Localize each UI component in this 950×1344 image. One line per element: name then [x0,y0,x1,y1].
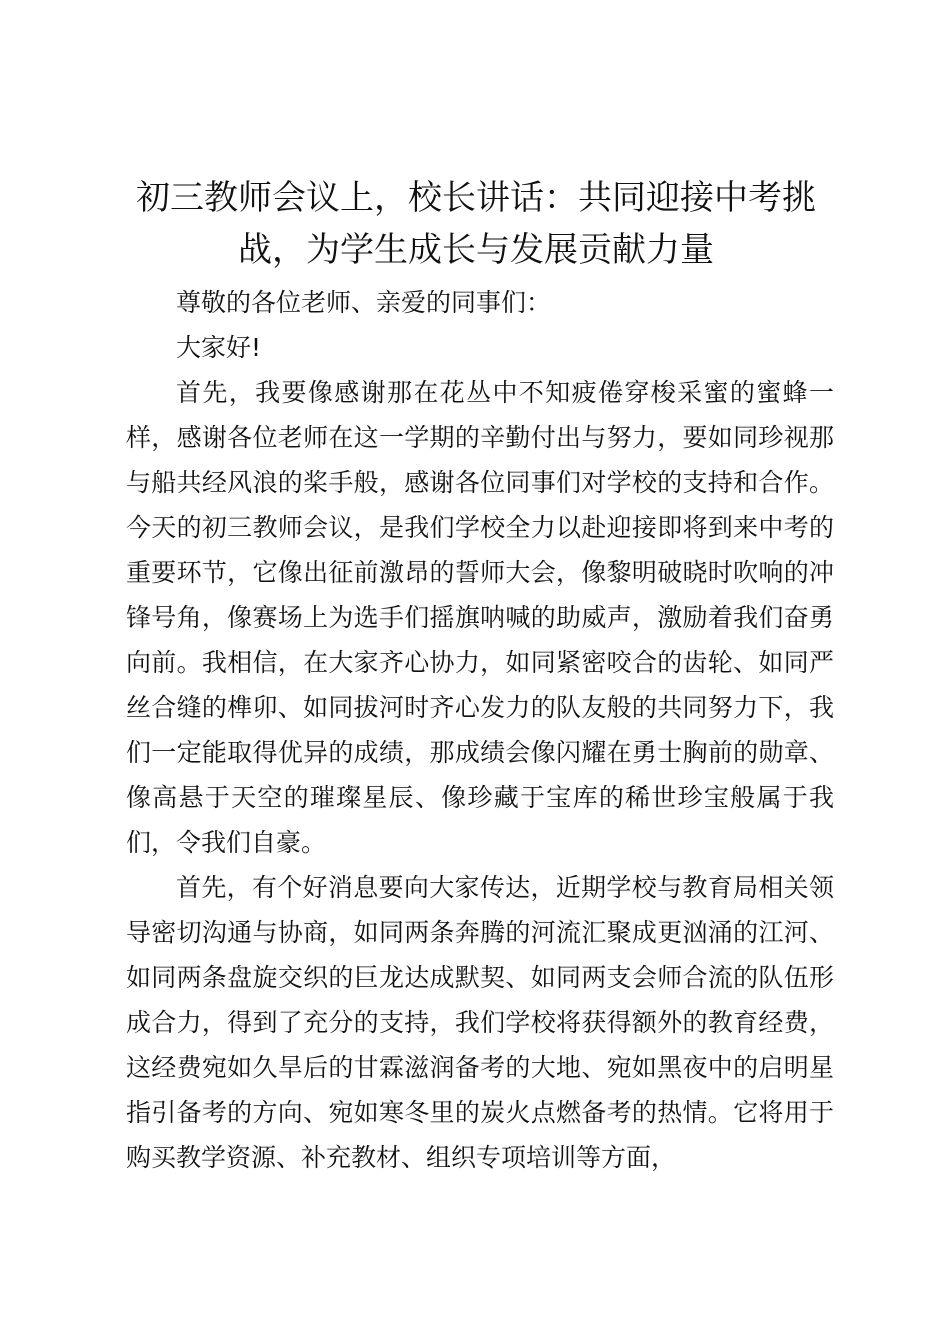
salutation-paragraph: 尊敬的各位老师、亲爱的同事们： [176,288,552,317]
greeting-paragraph: 大家好! [176,333,262,362]
body-paragraph: 首先，有个好消息要向大家传达，近期学校与教育局相关领导密切沟通与协商，如同两条奔腾的河流汇聚成更汹涌的江河、如同两条盘旋交织的巨龙达成默契、如同两支会师合流的队伍形成合力，得到了充分的支持，我们学校将获得额外的教育经费，这经费宛如久旱后的甘霖滋润备考的大地、宛如黑夜中的启明星指引备考的方向、宛如寒冬里的炭火点燃备考的热情。它将用于购买教学资源、补充教材、组织专项培训等方面， [126,873,834,1172]
document-title: 初三教师会议上，校长讲话：共同迎接中考挑战，为学生成长与发展贡献力量 [136,178,816,270]
body-paragraph: 首先，我要像感谢那在花丛中不知疲倦穿梭采蜜的蜜蜂一样，感谢各位老师在这一学期的辛勤付出与努力，要如同珍视那与船共经风浪的桨手般，感谢各位同事们对学校的支持和合作。今天的初三教师会议，是我们学校全力以赴迎接即将到来中考的重要环节，它像出征前激昂的誓师大会，像黎明破晓时吹响的冲锋号角，像赛场上为选手们摇旗呐喊的助威声，激励着我们奋勇向前。我相信，在大家齐心协力，如同紧密咬合的齿轮、如同严丝合缝的榫卯、如同拔河时齐心发力的队友般的共同努力下，我们一定能取得优异的成绩，那成绩会像闪耀在勇士胸前的勋章、像高悬于天空的璀璨星辰、像珍藏于宝库的稀世珍宝般属于我们，令我们自豪。 [126,378,834,857]
document-body [126,280,834,1180]
